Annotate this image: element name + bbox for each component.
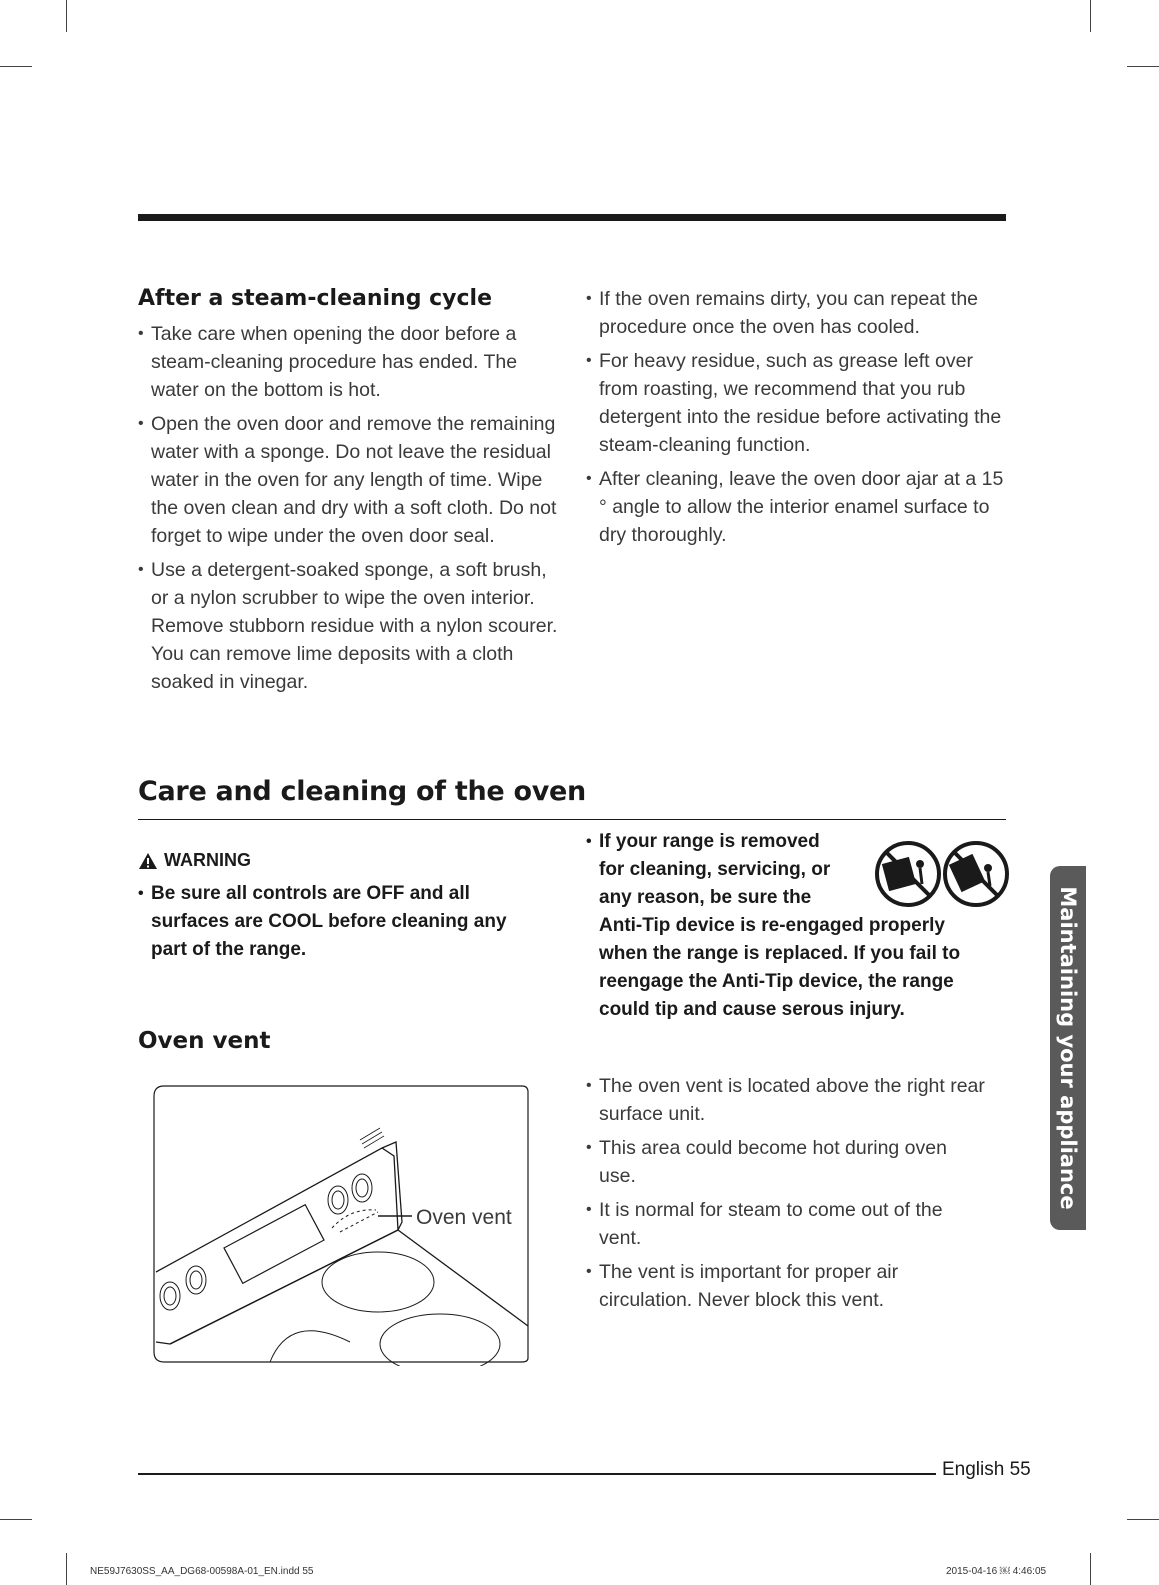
chapter-side-tab-label: Maintaining your appliance	[1056, 886, 1080, 1210]
warning-header	[138, 850, 251, 871]
header-bar	[138, 214, 1006, 221]
section-heading-oven-vent: Oven vent	[138, 1028, 271, 1054]
chapter-side-tab	[1050, 866, 1086, 1230]
list-item: • Use a detergent-soaked sponge, a soft brush, or a nylon scrubber to wipe the oven interior. Remove stubborn residue with a nylon scourer. You can remove lime deposits with a cloth soaked in vinegar.	[138, 556, 558, 696]
oven-vent-list	[586, 1072, 986, 1320]
list-item: • For heavy residue, such as grease left over from roasting, we recommend that you rub detergent into the residue before activating the steam-cleaning function.	[586, 347, 1006, 459]
after-steam-list-right	[586, 285, 1006, 555]
oven-vent-label: Oven vent	[416, 1206, 512, 1229]
crop-mark	[66, 1553, 67, 1585]
warning-list	[138, 880, 518, 970]
list-item: • This area could become hot during oven use.	[586, 1134, 986, 1190]
footer-rule	[138, 1473, 936, 1475]
list-item: • The oven vent is located above the right rear surface unit.	[586, 1072, 986, 1128]
anti-tip-warning-icons	[872, 838, 1012, 910]
section-heading-care-cleaning: Care and cleaning of the oven	[138, 776, 586, 807]
section-heading-after-steam: After a steam-cleaning cycle	[138, 286, 492, 311]
list-item: • Open the oven door and remove the remaining water with a sponge. Do not leave the residual water in the oven for any length of time. Wipe the oven clean and dry with a soft cloth. Do not forget to wipe under the oven door seal.	[138, 410, 558, 550]
list-item: • Take care when opening the door before a steam-cleaning procedure has ended. The water on the bottom is hot.	[138, 320, 558, 404]
list-item: • The vent is important for proper air circulation. Never block this vent.	[586, 1258, 986, 1314]
print-slug-file: NE59J7630SS_AA_DG68-00598A-01_EN.indd 55	[90, 1566, 314, 1577]
warning-label: WARNING	[164, 850, 251, 870]
list-item: • Be sure all controls are OFF and all surfaces are COOL before cleaning any part of the range.	[138, 880, 518, 964]
print-slug-timestamp: 2015-04-16 ￼ 4:46:05	[946, 1566, 1047, 1577]
section-divider	[138, 819, 1006, 820]
list-item: • After cleaning, leave the oven door ajar at a 15 ° angle to allow the interior enamel surface to dry thoroughly.	[586, 465, 1006, 549]
list-item: • If your range is removed for cleaning, servicing, or any reason, be sure the Anti-Tip device is re-engaged properly when the range is replaced. If you fail to reengage the Anti-Tip device, the range could tip and cause serous injury.	[586, 828, 986, 1024]
list-item: • It is normal for steam to come out of the vent.	[586, 1196, 986, 1252]
crop-mark	[1127, 1519, 1159, 1520]
no-tip-icon	[877, 843, 939, 905]
after-steam-list-left	[138, 320, 558, 702]
no-tip-icon	[945, 843, 1007, 905]
crop-mark	[66, 0, 67, 32]
crop-mark	[1090, 1553, 1091, 1585]
oven-vent-illustration	[150, 1082, 532, 1366]
list-item: • If the oven remains dirty, you can repeat the procedure once the oven has cooled.	[586, 285, 1006, 341]
crop-mark	[1090, 0, 1091, 32]
warning-icon	[138, 852, 158, 870]
crop-mark	[1127, 66, 1159, 67]
crop-mark	[0, 66, 32, 67]
page-number: English 55	[942, 1459, 1031, 1480]
crop-mark	[0, 1519, 32, 1520]
